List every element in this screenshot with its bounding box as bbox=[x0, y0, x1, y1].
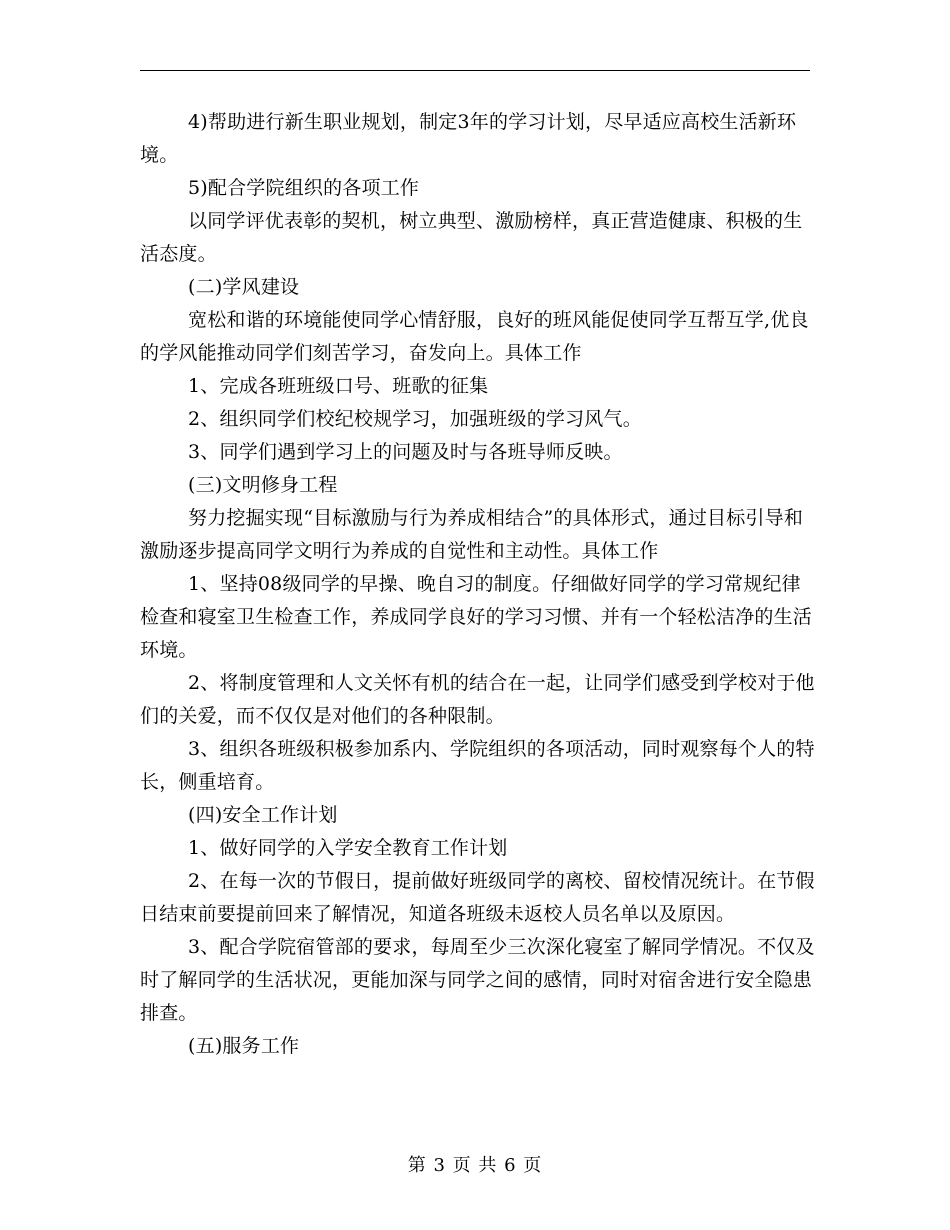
paragraph: 1、做好同学的入学安全教育工作计划 bbox=[188, 837, 508, 859]
page-number-footer: 第 3 页 共 6 页 bbox=[407, 1155, 543, 1176]
paragraph: 以同学评优表彰的契机，树立典型、激励榜样，真正营造健康、积极的生活态度。 bbox=[140, 210, 803, 265]
paragraph: 2、将制度管理和人文关怀有机的结合在一起，让同学们感受到学校对于他们的关爱，而不仅仅是对他们的各种限制。 bbox=[140, 672, 815, 727]
paragraph: 2、在每一次的节假日，提前做好班级同学的离校、留校情况统计。在节假日结束前要提前回来了解情况，知道各班级未返校人员名单以及原因。 bbox=[140, 870, 815, 925]
section-heading: (三)文明修身工程 bbox=[188, 474, 338, 496]
paragraph: 努力挖掘实现“目标激励与行为养成相结合”的具体形式，通过目标引导和激励逐步提高同学文明行为养成的自觉性和主动性。具体工作 bbox=[140, 507, 804, 562]
paragraph: 3、配合学院宿管部的要求，每周至少三次深化寝室了解同学情况。不仅及时了解同学的生活状况，更能加深与同学之间的感情，同时对宿舍进行安全隐患排查。 bbox=[140, 936, 815, 1024]
paragraph: 1、坚持08级同学的早操、晚自习的制度。仔细做好同学的学习常规纪律检查和寝室卫生检查工作，养成同学良好的学习习惯、并有一个轻松洁净的生活环境。 bbox=[140, 573, 813, 661]
section-heading: (四)安全工作计划 bbox=[188, 804, 338, 826]
section-heading: (二)学风建设 bbox=[188, 276, 300, 298]
paragraph: 3、组织各班级积极参加系内、学院组织的各项活动，同时观察每个人的特长，侧重培育。 bbox=[140, 738, 815, 793]
paragraph: 2、组织同学们校纪校规学习，加强班级的学习风气。 bbox=[188, 408, 642, 430]
paragraph: 1、完成各班班级口号、班歌的征集 bbox=[188, 375, 489, 397]
document-body bbox=[140, 106, 820, 1063]
header-rule bbox=[140, 70, 810, 71]
paragraph: 4)帮助进行新生职业规划，制定3年的学习计划，尽早适应高校生活新环境。 bbox=[140, 111, 797, 166]
paragraph: 宽松和谐的环境能使同学心情舒服，良好的班风能促使同学互帮互学,优良的学风能推动同学们刻苦学习，奋发向上。具体工作 bbox=[140, 309, 809, 364]
section-heading: (五)服务工作 bbox=[188, 1035, 300, 1057]
paragraph: 5)配合学院组织的各项工作 bbox=[188, 177, 420, 199]
paragraph: 3、同学们遇到学习上的问题及时与各班导师反映。 bbox=[188, 441, 623, 463]
